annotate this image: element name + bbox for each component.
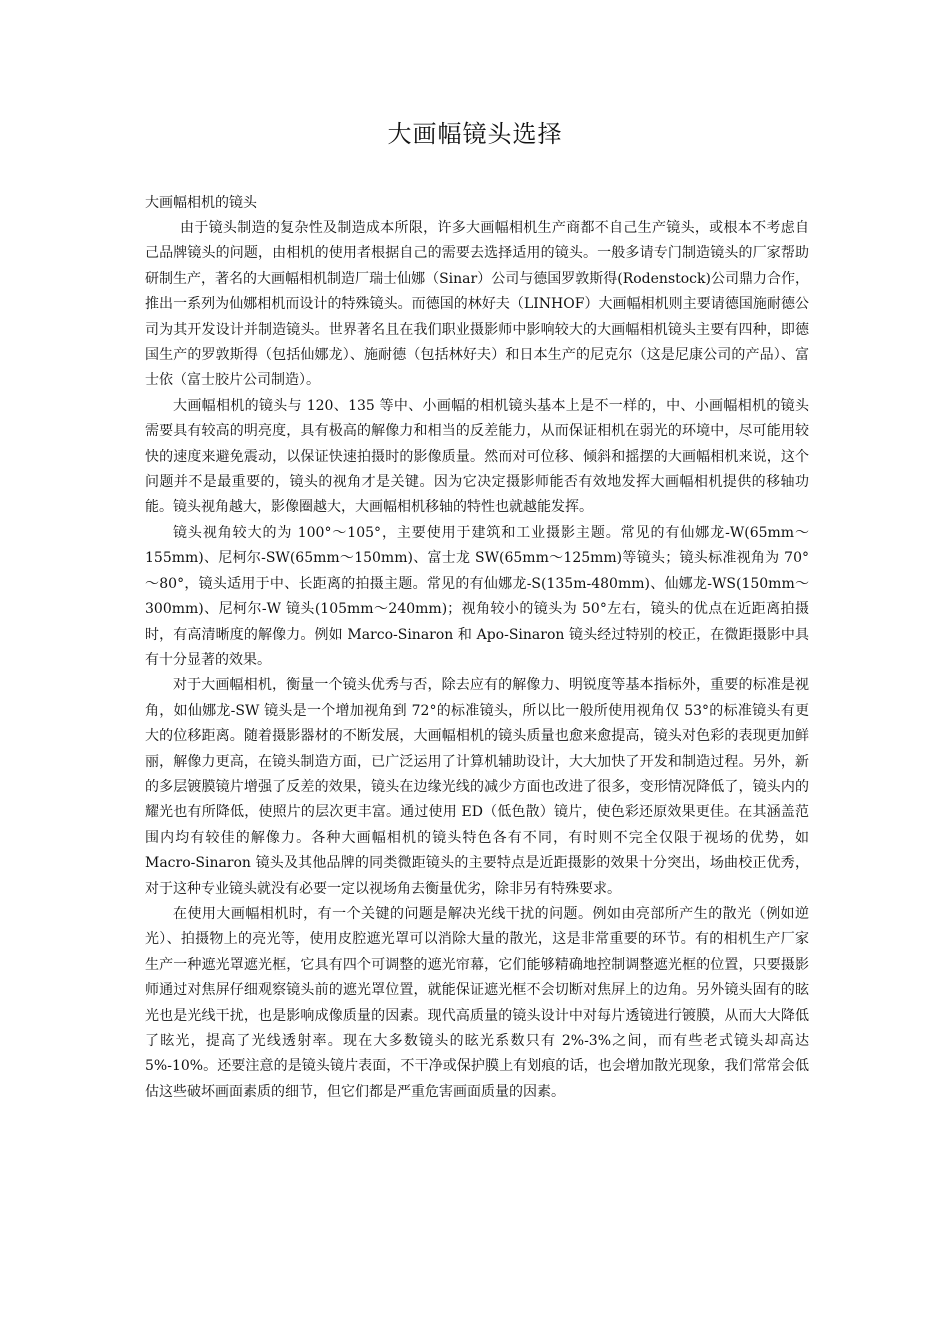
document-title: 大画幅镜头选择	[387, 120, 563, 148]
paragraph-4: 对于大画幅相机，衡量一个镜头优秀与否，除去应有的解像力、明锐度等基本指标外，重要的标准是视角，如仙娜龙-SW 镜头是一个增加视角到 72°的标准镜头，所以比一般所使用视角仅 53°的标准镜头有更大的位移距离。随着摄影器材的不断发展，大画幅相机的镜头质量也愈来愈提高，镜头对色彩的表现更加鲜丽，解像力更高，在镜头制造方面，已广泛运用了计算机辅助设计，大大加快了开发和制造过程。另外，新的多层镀膜镜片增强了反差的效果，镜头在边缘光线的减少方面也改进了很多，变形情况降低了，镜头内的耀光也有所降低，使照片的层次更丰富。通过使用 ED（低色散）镜片，使色彩还原效果更佳。在其涵盖范围内均有较佳的解像力。各种大画幅相机的镜头特色各有不同，有时则不完全仅限于视场的优势，如 Macro-Sinaron 镜头及其他品牌的同类微距镜头的主要特点是近距摄影的效果十分突出，场曲校正优秀，对于这种专业镜头就没有必要一定以视场角去衡量优劣，除非另有特殊要求。	[145, 677, 809, 897]
paragraph-1: 由于镜头制造的复杂性及制造成本所限，许多大画幅相机生产商都不自己生产镜头，或根本不考虑自己品牌镜头的问题，由相机的使用者根据自己的需要去选择适用的镜头。一般多请专门制造镜头的厂家帮助研制生产，著名的大画幅相机制造厂瑞士仙娜（Sinar）公司与德国罗敦斯得(Rodenstock)公司鼎力合作，推出一系列为仙娜相机而设计的特殊镜头。而德国的林好夫（LINHOF）大画幅相机则主要请德国施耐德公司为其开发设计并制造镜头。世界著名且在我们职业摄影师中影响较大的大画幅相机镜头主要有四种，即德国生产的罗敦斯得（包括仙娜龙）、施耐德（包括林好夫）和日本生产的尼克尔（这是尼康公司的产品）、富士依（富士胶片公司制造）。	[145, 220, 809, 389]
paragraph-2: 大画幅相机的镜头与 120、135 等中、小画幅的相机镜头基本上是不一样的，中、小画幅相机的镜头需要具有较高的明亮度，具有极高的解像力和相当的反差能力，从而保证相机在弱光的环境中，尽可能用较快的速度来避免震动，以保证快速拍摄时的影像质量。然而对可位移、倾斜和摇摆的大画幅相机来说，这个问题并不是最重要的，镜头的视角才是关键。因为它决定摄影师能否有效地发挥大画幅相机提供的移轴功能。镜头视角越大，影像圈越大，大画幅相机移轴的特性也就越能发挥。	[145, 397, 809, 516]
document-body	[145, 190, 809, 1105]
section-heading: 大画幅相机的镜头	[145, 195, 257, 211]
paragraph-3: 镜头视角较大的为 100°～105°，主要使用于建筑和工业摄影主题。常见的有仙娜龙-W(65mm～155mm)、尼柯尔-SW(65mm～150mm)、富士龙 SW(65mm～125mm)等镜头；镜头标准视角为 70°～80°，镜头适用于中、长距离的拍摄主题。常见的有仙娜龙-S(135m-480mm)、仙娜龙-WS(150mm～300mm)、尼柯尔-W 镜头(105mm～240mm)；视角较小的镜头为 50°左右，镜头的优点在近距离拍摄时，有高清晰度的解像力。例如 Marco-Sinaron 和 Apo-Sinaron 镜头经过特别的校正，在微距摄影中具有十分显著的效果。	[145, 524, 809, 668]
paragraph-5: 在使用大画幅相机时，有一个关键的问题是解决光线干扰的问题。例如由亮部所产生的散光（例如逆光）、拍摄物上的亮光等，使用皮腔遮光罩可以消除大量的散光，这是非常重要的环节。有的相机生产厂家生产一种遮光罩遮光框，它具有四个可调整的遮光帘幕，它们能够精确地控制调整遮光框的位置，只要摄影师通过对焦屏仔细观察镜头前的遮光罩位置，就能保证遮光框不会切断对焦屏上的边角。另外镜头固有的眩光也是光线干扰，也是影响成像质量的因素。现代高质量的镜头设计中对每片透镜进行镀膜，从而大大降低了眩光，提高了光线透射率。现在大多数镜头的眩光系数只有 2%-3%之间，而有些老式镜头却高达 5%-10%。还要注意的是镜头镜片表面，不干净或保护膜上有划痕的话，也会增加散光现象，我们常常会低估这些破坏画面素质的细节，但它们都是严重危害画面质量的因素。	[145, 905, 809, 1100]
